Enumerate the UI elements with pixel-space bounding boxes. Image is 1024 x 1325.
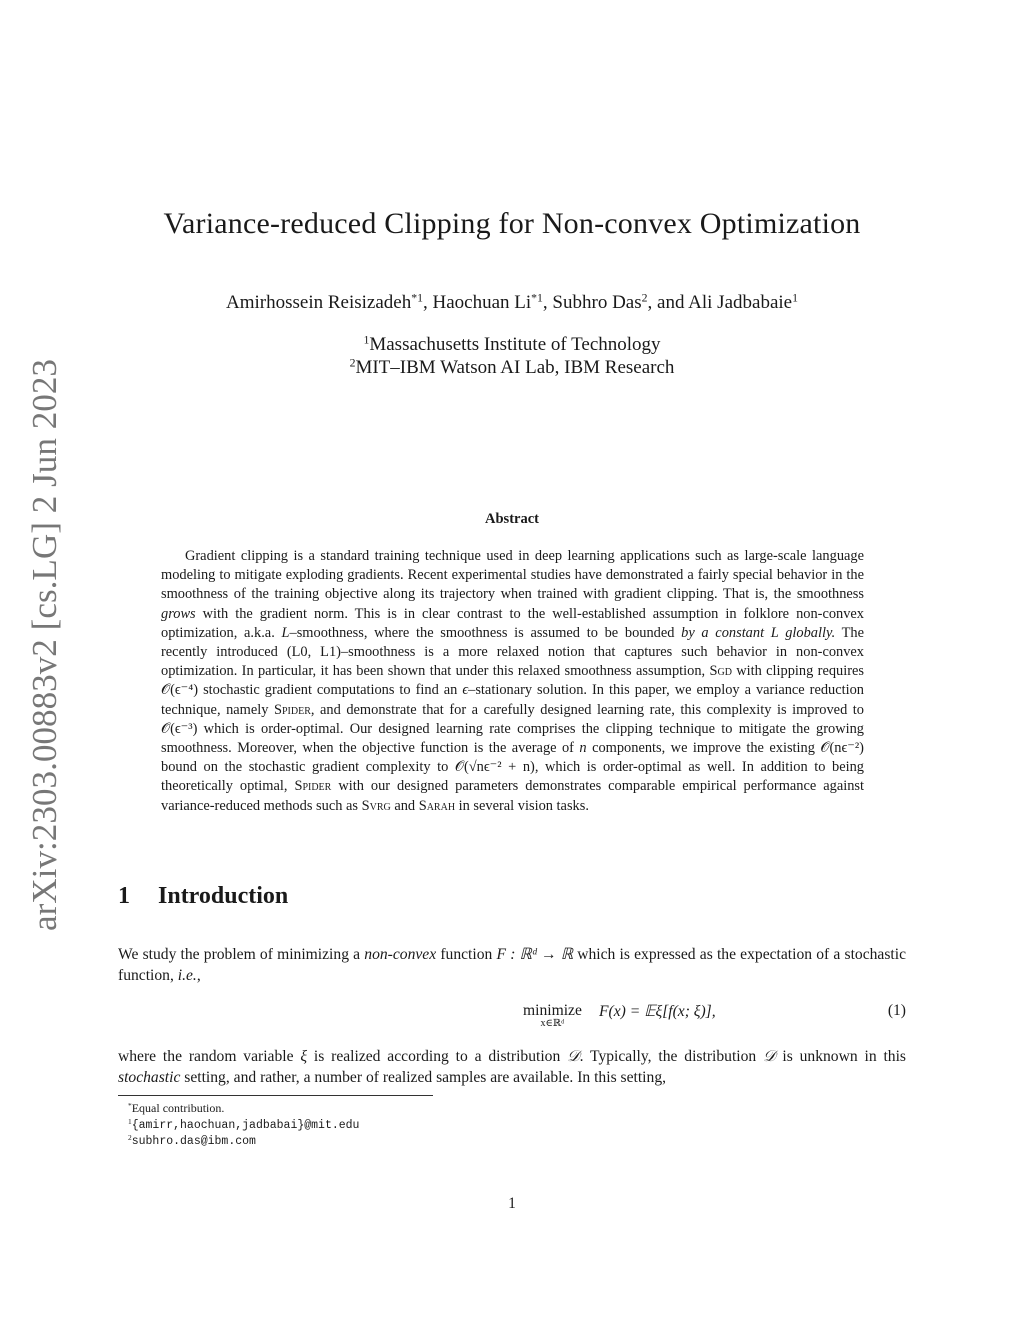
paper-title: Variance-reduced Clipping for Non-convex Optimization	[163, 207, 861, 240]
method-name-spider: Spider	[294, 778, 332, 795]
affiliation-line	[0, 334, 1024, 356]
method-name-svrg: Svrg	[361, 797, 391, 814]
author-affiliation-mark: *1	[411, 291, 423, 305]
abstract-math: ϵ	[462, 682, 469, 699]
author-list: Amirhossein Reisizadeh$^{*1}$, Haochuan Li$^{*1}$, Subhro Das$^2$, and Ali Jadbabaie$^1$	[226, 291, 798, 313]
abstract-math: 𝒪(ϵ⁻³)	[161, 720, 198, 737]
abstract-text: with the gradient norm. This is in clear contrast to the well-established assumption in folklore non-convex optimization, a.k.a.	[161, 605, 864, 641]
footnote-mark: *	[128, 1100, 132, 1110]
footnote-email[interactable]: subhro.das@ibm.com	[131, 1135, 256, 1148]
abstract-text: –smoothness, where the smoothness is assumed to be bounded	[289, 624, 682, 641]
author-affiliation-mark: 1	[792, 291, 798, 305]
equation-number: (1)	[887, 1002, 906, 1019]
arxiv-side-stamp	[20, 358, 65, 933]
intro-paragraph	[118, 945, 906, 986]
body-text: setting, and rather, a number of realized samples are available. In this setting,	[180, 1068, 667, 1086]
abstract-math: (L0, L1)	[286, 644, 341, 661]
equation-operator-label: minimize	[523, 1002, 582, 1019]
abstract-text: in several vision tasks.	[455, 797, 589, 814]
arxiv-stamp-svg	[20, 358, 65, 933]
equation-operator	[523, 1002, 582, 1029]
body-math: ξ	[300, 1048, 308, 1065]
footnote-divider	[118, 1095, 433, 1096]
footnote-mark: 2	[128, 1132, 132, 1142]
abstract-text: –smoothness is a more relaxed notion that captures such behavior in non-convex optimization. In particular, it has been shown that under this relaxed smoothness assumption,	[161, 644, 864, 680]
abstract-emphasis: grows	[161, 605, 196, 622]
abstract-text: –stationary solution. In this paper, we employ a variance reduction technique, namely	[161, 682, 865, 718]
abstract-math: 𝒪(√nϵ⁻² + n)	[454, 759, 535, 776]
body-text: . Typically, the distribution	[579, 1048, 764, 1065]
display-equation	[118, 1002, 906, 1036]
body-text: which is expressed as the expectation of a stochastic function,	[118, 946, 906, 984]
author-name: Subhro Das	[552, 292, 642, 313]
body-text: is unknown in this	[775, 1048, 906, 1065]
method-name-spider: Spider	[273, 701, 311, 718]
body-math: 𝒟	[567, 1048, 580, 1065]
body-emphasis: i.e.	[177, 966, 197, 984]
body-text: ,	[196, 966, 201, 984]
abstract-body	[161, 547, 864, 816]
abstract-text: with clipping requires	[731, 663, 865, 680]
method-name-sgd: Sgd	[709, 663, 732, 680]
abstract-heading: Abstract	[485, 511, 539, 527]
page-number: 1	[508, 1195, 516, 1212]
section-number: 1	[118, 883, 130, 909]
abstract-math: n	[579, 740, 587, 757]
affiliation-line	[0, 357, 1024, 379]
footnote-text: Equal contribution.	[131, 1101, 225, 1115]
affiliation-name: MIT–IBM Watson AI Lab, IBM Research	[355, 357, 675, 378]
abstract-text: stochastic gradient computations to find an	[198, 682, 463, 699]
method-name-sarah: Sarah	[418, 797, 456, 814]
affiliation-name: Massachusetts Institute of Technology	[369, 334, 661, 355]
author-name: Ali Jadbabaie	[688, 292, 793, 313]
footnote	[128, 1100, 224, 1116]
body-math: 𝒟	[763, 1048, 776, 1065]
author-name: Amirhossein Reisizadeh	[226, 292, 412, 313]
paragraph-text	[118, 1047, 906, 1088]
equation-expression: F(x) = 𝔼ξ[f(x; ξ)],	[599, 1003, 716, 1020]
author-affiliation-mark: 2	[641, 291, 648, 305]
abstract-text: , which is order-optimal as well. In addition to being theoretically optimal,	[161, 759, 864, 795]
intro-paragraph	[118, 1047, 906, 1088]
equation-subscript: x∈ℝᵈ	[540, 1018, 565, 1029]
body-text: We study the problem of minimizing a	[118, 946, 365, 963]
abstract-text: which is order-optimal. Our designed learning rate comprises the clipping technique to mitigate the growing smoothness. Moreover, when the objective function is the average of	[161, 720, 864, 757]
body-math: F : ℝᵈ → ℝ	[496, 946, 574, 963]
body-text: is realized according to a distribution	[307, 1048, 568, 1065]
body-emphasis: non-convex	[364, 946, 437, 963]
footnote-email[interactable]: {amirr,haochuan,jadbabai}@mit.edu	[131, 1119, 360, 1132]
abstract-text: , and demonstrate that for a carefully designed learning rate, this complexity is improved to	[310, 701, 864, 718]
arxiv-stamp-text: arXiv:2303.00883v2 [cs.LG] 2 Jun 2023	[25, 361, 64, 931]
body-text: where the random variable	[118, 1048, 301, 1065]
abstract-text: bound on the stochastic gradient complexity to	[161, 759, 455, 776]
abstract-emphasis: by a constant L globally.	[681, 624, 836, 641]
author-conjunction: and	[657, 292, 685, 313]
author-affiliation-mark: *1	[531, 291, 543, 305]
abstract-text: with our designed parameters demonstrates comparable empirical performance against variance-reduced methods such as	[161, 778, 864, 814]
abstract-text: Gradient clipping is a standard training technique used in deep learning applications such as large-scale language modeling to mitigate exploding gradients. Recent experimental studies have demonstrated a fairly special behavior in the smoothness of the training objective along its trajectory when trained with gradient clipping. That is, the smoothness	[161, 548, 864, 603]
section-title: Introduction	[158, 883, 289, 909]
body-text: function	[436, 946, 497, 963]
section-heading	[118, 883, 288, 910]
abstract-text: The recently introduced	[161, 624, 864, 661]
abstract-math: 𝒪(nϵ⁻²)	[820, 740, 864, 757]
abstract-math: 𝒪(ϵ⁻⁴)	[161, 682, 199, 699]
footnote-mark: 1	[128, 1116, 132, 1126]
paragraph-text	[118, 945, 906, 986]
affiliation-mark: 2	[349, 356, 356, 370]
abstract-math: L	[281, 624, 290, 641]
body-emphasis: stochastic	[118, 1068, 181, 1086]
abstract-text: components, we improve the existing	[586, 740, 821, 757]
abstract-paragraph	[161, 547, 864, 816]
footnote	[128, 1132, 256, 1150]
abstract-text: and	[390, 797, 419, 814]
author-name: Haochuan Li	[432, 292, 532, 313]
affiliation-mark: 1	[363, 333, 370, 347]
